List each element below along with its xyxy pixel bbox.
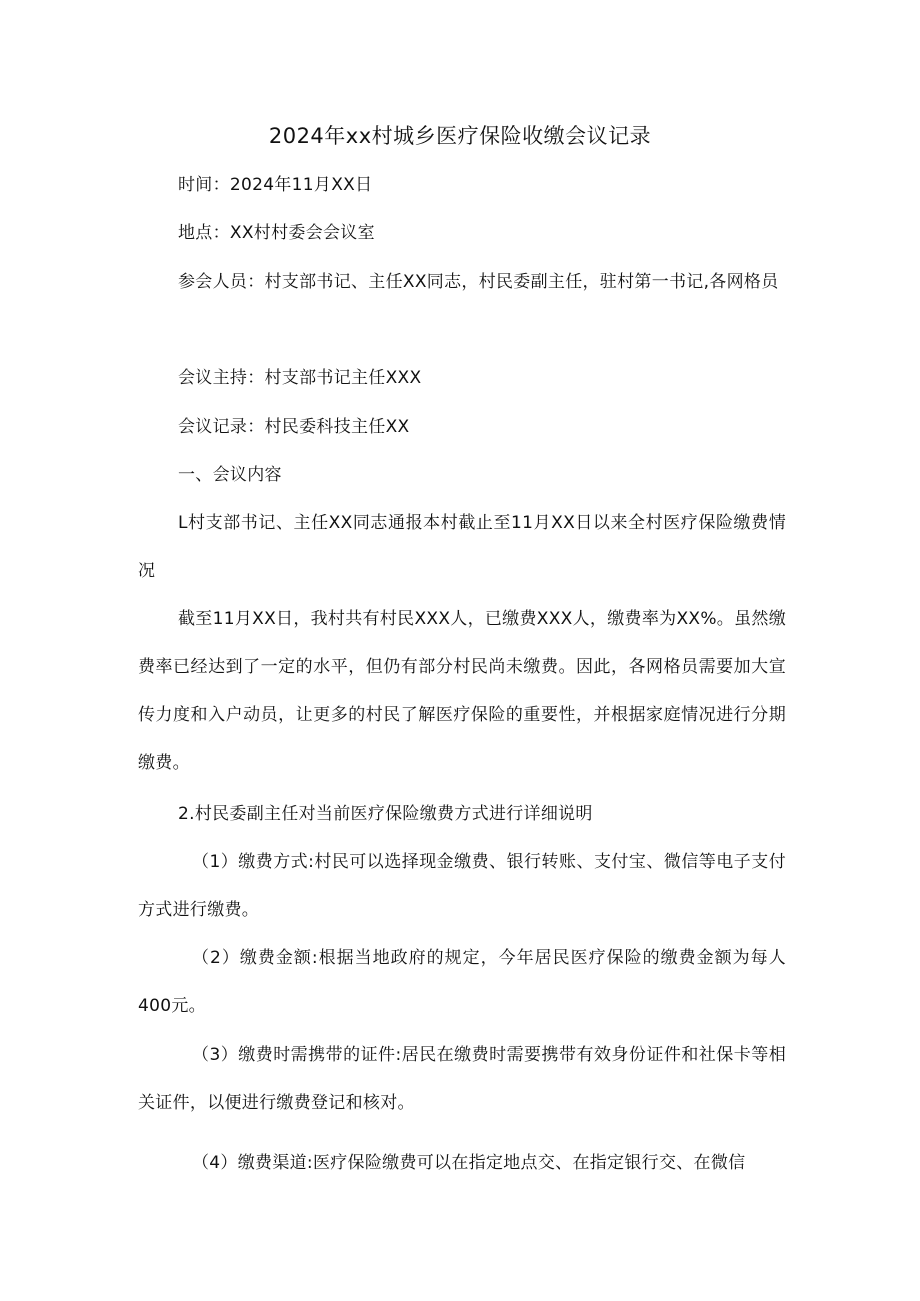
meeting-host: 会议主持：村支部书记主任XXX bbox=[178, 368, 422, 388]
meeting-time: 时间：2024年11月XX日 bbox=[178, 175, 373, 195]
item1-body: 截至11月XX日，我村共有村民XXX人，已缴费XXX人，缴费率为XX%。虽然缴费率已经达到了一定的水平，但仍有部分村民尚未缴费。因此，各网格员需要加大宣传力度和入户动员，让更多的村民了解医疗保险的重要性，并根据家庭情况进行分期缴费。 bbox=[138, 609, 786, 773]
meeting-attendees: 参会人员：村支部书记、主任XX同志，村民委副主任，驻村第一书记,各网格员 bbox=[178, 272, 779, 292]
section-heading-meeting-content: 一、会议内容 bbox=[178, 465, 282, 485]
meeting-recorder: 会议记录：村民委科技主任XX bbox=[178, 417, 410, 437]
item1-heading: L村支部书记、主任XX同志通报本村截止至11月XX日以来全村医疗保险缴费情况 bbox=[138, 513, 786, 581]
document-title: 2024年xx村城乡医疗保险收缴会议记录 bbox=[268, 124, 652, 148]
sub-item-payment-method: （1）缴费方式:村民可以选择现金缴费、银行转账、支付宝、微信等电子支付方式进行缴费。 bbox=[138, 852, 786, 920]
sub-item-payment-channels: （4）缴费渠道:医疗保险缴费可以在指定地点交、在指定银行交、在微信 bbox=[192, 1153, 746, 1173]
sub-item-required-documents: （3）缴费时需携带的证件:居民在缴费时需要携带有效身份证件和社保卡等相关证件，以便进行缴费登记和核对。 bbox=[138, 1045, 786, 1113]
item2-heading: 2.村民委副主任对当前医疗保险缴费方式进行详细说明 bbox=[178, 804, 593, 824]
sub-item-payment-amount: （2）缴费金额:根据当地政府的规定，今年居民医疗保险的缴费金额为每人400元。 bbox=[138, 948, 786, 1016]
meeting-place: 地点：XX村村委会会议室 bbox=[178, 223, 375, 243]
